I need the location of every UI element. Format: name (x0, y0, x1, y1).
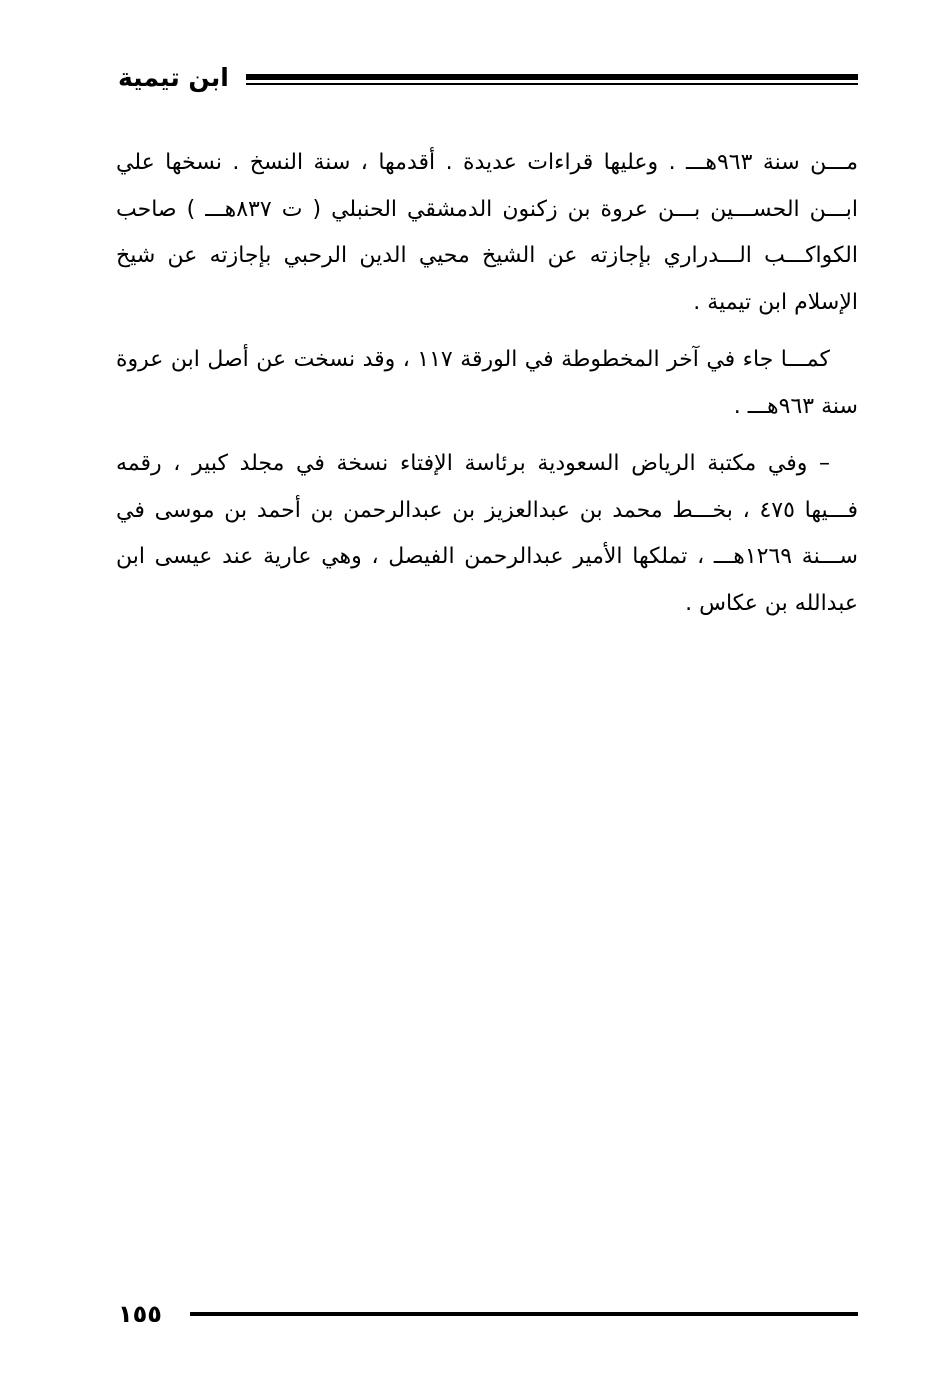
paragraph-2: كمـــا جاء في آخر المخطوطة في الورقة ١١٧ ، وقد نسخت عن أصل ابن عروة سنة ٩٦٣هـــ . (116, 347, 858, 419)
header-title: ابن تيمية (118, 63, 229, 92)
running-header (118, 58, 858, 98)
page-number: ١٥٥ (118, 1300, 162, 1328)
header-rule-thick (246, 74, 858, 80)
paragraph-1: مـــن سنة ٩٦٣هـــ . وعليها قراءات عديدة . أقدمها ، سنة النسخ . نسخها علي ابـــن الحســـين بـــن عروة بن زكنون الدمشقي الحنبلي ( ت ٨٣٧هـــ ) صاحب الكواكـــب الـــدراري بإجازته عن الشيخ محيي الدين الرحبي بإجازته عن شيخ الإسلام ابن تيمية . (116, 150, 859, 315)
footer-rule (190, 1312, 858, 1316)
header-rule-thin (246, 83, 858, 85)
paragraph-3: – وفي مكتبة الرياض السعودية برئاسة الإفتاء نسخة في مجلد كبير ، رقمه فـــيها ٤٧٥ ، بخـــط محمد بن عبدالعزيز بن عبدالرحمن بن أحمد بن موسى في ســـنة ١٢٦٩هـــ ، تملكها الأمير عبدالرحمن الفيصل ، وهي عارية عند عيسى ابن عبدالله بن عكاس . (116, 451, 858, 616)
header-rule (246, 74, 858, 86)
page-footer (118, 1294, 858, 1334)
body-text (116, 140, 858, 627)
